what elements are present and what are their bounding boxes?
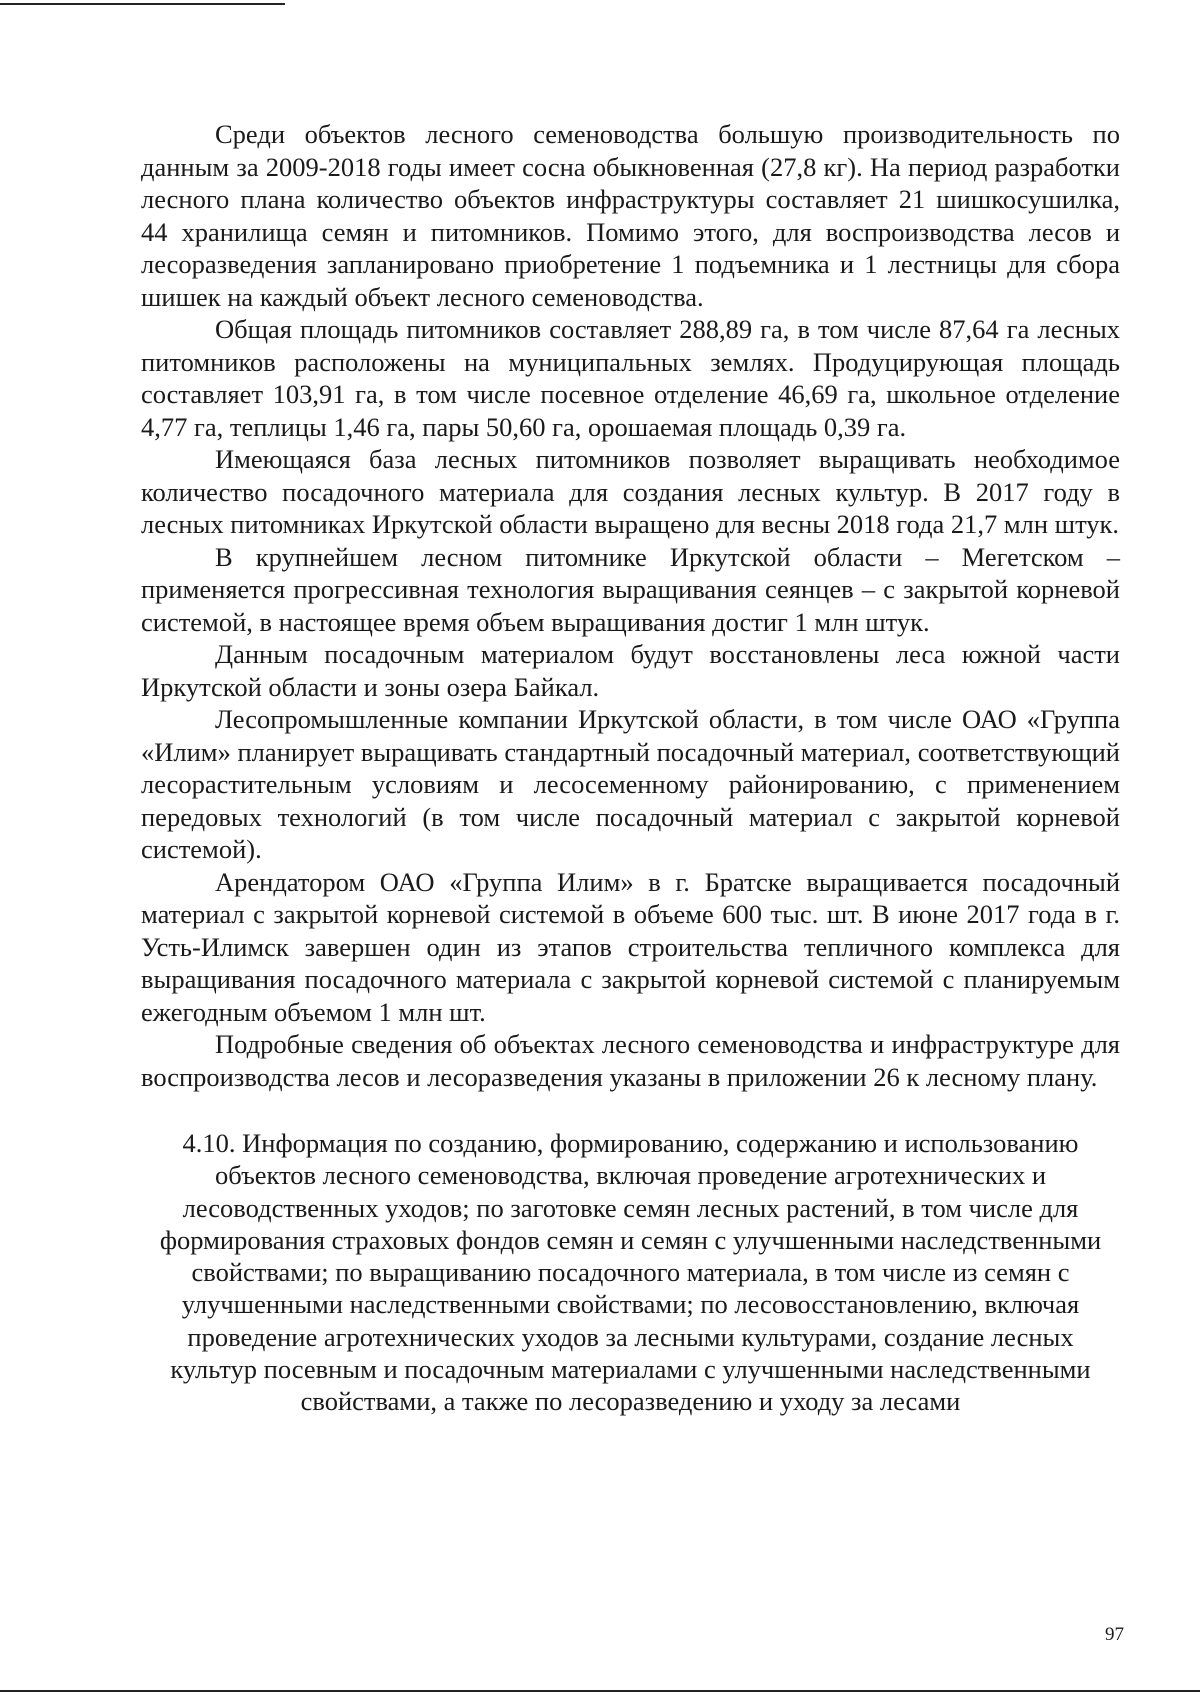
scan-edge-line-bottom [0, 1690, 1200, 1692]
paragraph-ilim-bratsk: Арендатором ОАО «Группа Илим» в г. Братске выращивается посадочный материал с закрытой корневой системой в объеме 600 тыс. шт. В июне 2017 года в г. Усть-Илимск завершен один из этапов строительства тепличного комплекса для выращивания посадочного материала с закрытой корневой системой с планируемым ежегодным объемом 1 млн шт. [141, 866, 1120, 1027]
paragraph-seed-production: Среди объектов лесного семеноводства большую производительность по данным за 2009-2018 годы имеет сосна обыкновенная (27,8 кг). На период разработки лесного плана количество объектов инфраструктуры составляет 21 шишкосушилка, 44 хранилища семян и питомников. Помимо этого, для воспроизводства лесов и лесоразведения запланировано приобретение 1 подъемника и 1 лестницы для сбора шишек на каждый объект лесного семеноводства. [141, 119, 1120, 312]
section-heading-4-10: 4.10. Информация по созданию, формированию, содержанию и использованию объектов лесного семеноводства, включая проведение агротехнических и лесоводственных уходов; по заготовке семян лесных растений, в том числе для формирования страховых фондов семян и семян с улучшенными наследственными свойствами; по выращиванию посадочного материала, в том числе из семян с улучшенными наследственными свойствами; по лесовосстановлению, включая проведение агротехнических уходов за лесными культурами, создание лесных культур посевным и посадочным материалами с улучшенными наследственными свойствами, а также по лесоразведению и уходу за лесами [159, 1128, 1102, 1417]
paragraph-nursery-area: Общая площадь питомников составляет 288,89 га, в том числе 87,64 га лесных питомников расположены на муниципальных землях. Продуцирующая площадь составляет 103,91 га, в том числе посевное отделение 46,69 га, школьное отделение 4,77 га, теплицы 1,46 га, пары 50,60 га, орошаемая площадь 0,39 га. [141, 314, 1120, 442]
paragraph-timber-companies: Лесопромышленные компании Иркутской области, в том числе ОАО «Группа «Илим» планирует выращивать стандартный посадочный материал, соответствующий лесорастительным условиям и лесосеменному районированию, с применением передовых технологий (в том числе посадочный материал с закрытой корневой системой). [141, 704, 1120, 864]
document-page-body [141, 118, 1120, 1418]
paragraph-baikal-restoration: Данным посадочным материалом будут восстановлены леса южной части Иркутской области и зоны озера Байкал. [141, 639, 1120, 702]
paragraph-megetsky-nursery: В крупнейшем лесном питомнике Иркутской области – Мегетском – применяется прогрессивная технология выращивания сеянцев – с закрытой корневой системой, в настоящее время объем выращивания достиг 1 млн штук. [141, 541, 1120, 637]
page-number: 97 [1105, 1624, 1124, 1645]
paragraph-nursery-base: Имеющаяся база лесных питомников позволяет выращивать необходимое количество посадочного материала для создания лесных культур. В 2017 году в лесных питомниках Иркутской области выращено для весны 2018 года 21,7 млн штук. [141, 444, 1120, 539]
scan-edge-line-top [0, 3, 285, 5]
paragraph-appendix-reference: Подробные сведения об объектах лесного семеноводства и инфраструктуре для воспроизводства лесов и лесоразведения указаны в приложении 26 к лесному плану. [141, 1029, 1120, 1092]
